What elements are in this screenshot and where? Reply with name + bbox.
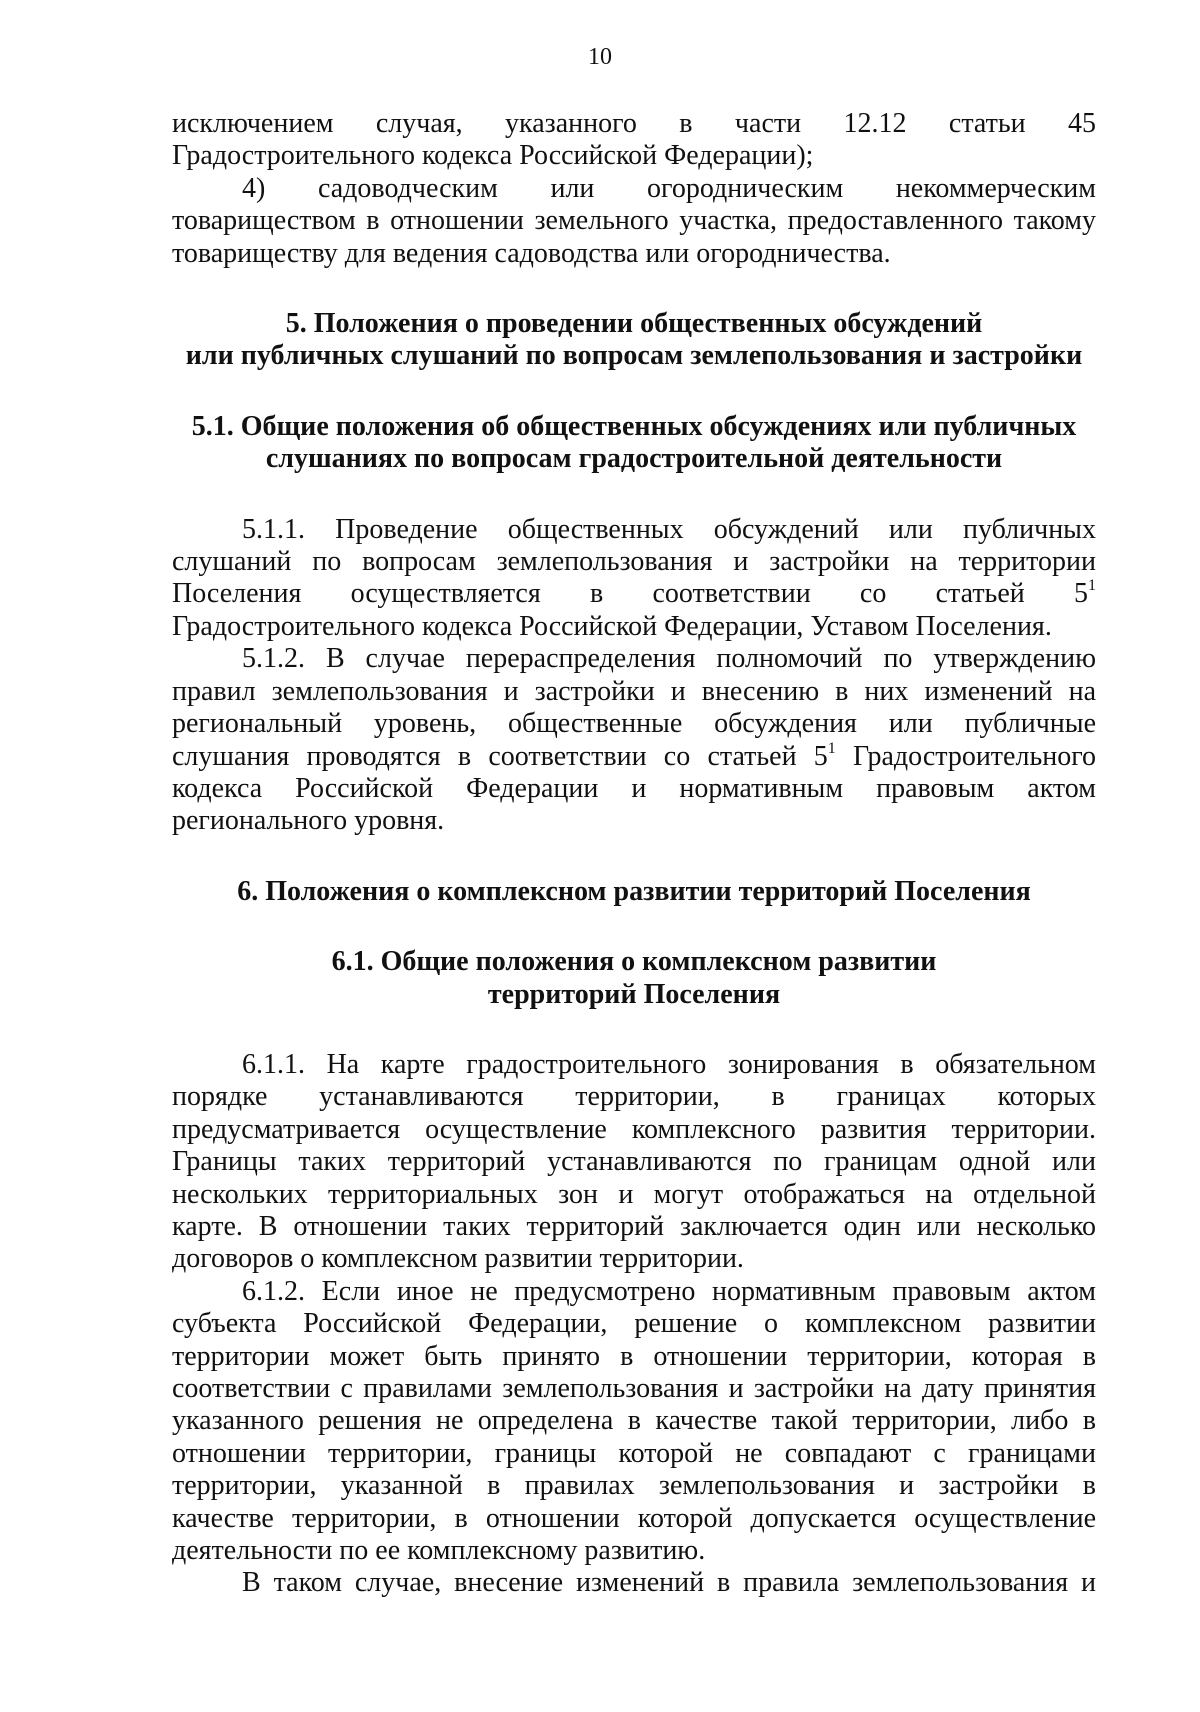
text-line: территории, указанной в правилах землепользования и застройки в <box>172 1470 1096 1502</box>
text-line: регионального уровня. <box>172 805 445 837</box>
text-line: 6.1.1. На карте градостроительного зонирования в обязательном <box>242 1048 1096 1080</box>
text-line: правил землепользования и застройки и внесению в них изменений на <box>172 675 1096 707</box>
text-line: нескольких территориальных зон и могут отображаться на отдельной <box>172 1178 1096 1210</box>
text-line: Градостроительного кодекса Российской Федерации); <box>172 140 814 172</box>
text-line: территории может быть принято в отношении территории, которая в <box>172 1340 1096 1372</box>
text-line: предусматривается осуществление комплексного развития территории. <box>172 1113 1096 1145</box>
text-line: 5.1.2. В случае перераспределения полномочий по утверждению <box>242 643 1096 675</box>
section-heading-6 <box>172 876 1096 908</box>
paragraph-continuation <box>172 108 1096 173</box>
text-line <box>172 741 1096 773</box>
page-content <box>172 108 1096 1600</box>
text-line: соответствии с правилами землепользования и застройки на дату принятия <box>172 1373 1096 1404</box>
text-line: договоров о комплексном развитии территории. <box>172 1243 744 1275</box>
heading-line: или публичных слушаний по вопросам землепользования и застройки <box>185 340 1083 372</box>
text-line: карте. В отношении таких территорий заключается один или несколько <box>172 1210 1096 1242</box>
section-heading-5-1 <box>172 411 1096 476</box>
superscript: 1 <box>1088 577 1096 595</box>
text-line: 4) садоводческим или огородническим некоммерческим <box>242 172 1096 204</box>
text-line: В таком случае, внесение изменений в правила землепользования и <box>242 1567 1096 1599</box>
heading-line: территорий Поселения <box>487 978 781 1010</box>
paragraph-item-4 <box>172 173 1096 270</box>
paragraph-5-1-2 <box>172 643 1096 837</box>
text-line: региональный уровень, общественные обсуждения или публичные <box>172 708 1096 740</box>
text-line: товариществу для ведения садоводства или огородничества. <box>172 237 891 269</box>
section-heading-6-1 <box>172 946 1096 1011</box>
text-line: 5.1.1. Проведение общественных обсуждений или публичных <box>242 513 1096 545</box>
paragraph-6-1-2 <box>172 1276 1096 1568</box>
text-line: качестве территории, в отношении которой допускается осуществление <box>172 1502 1096 1534</box>
text-line: порядке устанавливаются территории, в границах которых <box>172 1081 1096 1113</box>
text-line: слушаний по вопросам землепользования и застройки на территории <box>172 546 1096 578</box>
text-line: Градостроительного кодекса Российской Федерации, Уставом Поселения. <box>172 610 1052 642</box>
text-line: товариществом в отношении земельного участка, предоставленного такому <box>172 205 1096 237</box>
text-line: 6.1.2. Если иное не предусмотрено нормативным правовым актом <box>242 1275 1096 1307</box>
text-fragment: слушания проводятся в соответствии со статьей 5 <box>172 740 828 772</box>
paragraph-continuing <box>172 1567 1096 1599</box>
text-line: кодекса Российской Федерации и нормативным правовым актом <box>172 772 1096 804</box>
text-line: Границы таких территорий устанавливаются по границам одной или <box>172 1146 1096 1178</box>
text-line: субъекта Российской Федерации, решение о комплексном развитии <box>172 1308 1096 1340</box>
text-line: деятельности по ее комплексному развитию. <box>172 1535 706 1567</box>
text-line: отношении территории, границы которой не совпадают с границами <box>172 1437 1096 1469</box>
text-line: исключением случая, указанного в части 12.12 статьи 45 <box>172 108 1096 139</box>
heading-line: 5. Положения о проведении общественных обсуждений <box>285 308 983 340</box>
heading-line: слушаниях по вопросам градостроительной деятельности <box>265 443 1003 475</box>
heading-line: 6.1. Общие положения о комплексном развитии <box>331 946 937 978</box>
paragraph-6-1-1 <box>172 1049 1096 1276</box>
text-fragment: Градостроительного <box>835 740 1096 772</box>
heading-line: 6. Положения о комплексном развитии территорий Поселения <box>237 875 1031 907</box>
superscript: 1 <box>827 739 836 757</box>
heading-line: 5.1. Общие положения об общественных обсуждениях или публичных <box>191 410 1077 442</box>
text-line <box>172 578 1096 610</box>
section-heading-5 <box>172 308 1096 373</box>
page-number: 10 <box>588 44 612 70</box>
text-line: указанного решения не определена в качестве такой территории, либо в <box>172 1405 1096 1437</box>
text-fragment: Поселения осуществляется в соответствии со статьей 5 <box>172 578 1088 610</box>
paragraph-5-1-1 <box>172 514 1096 644</box>
